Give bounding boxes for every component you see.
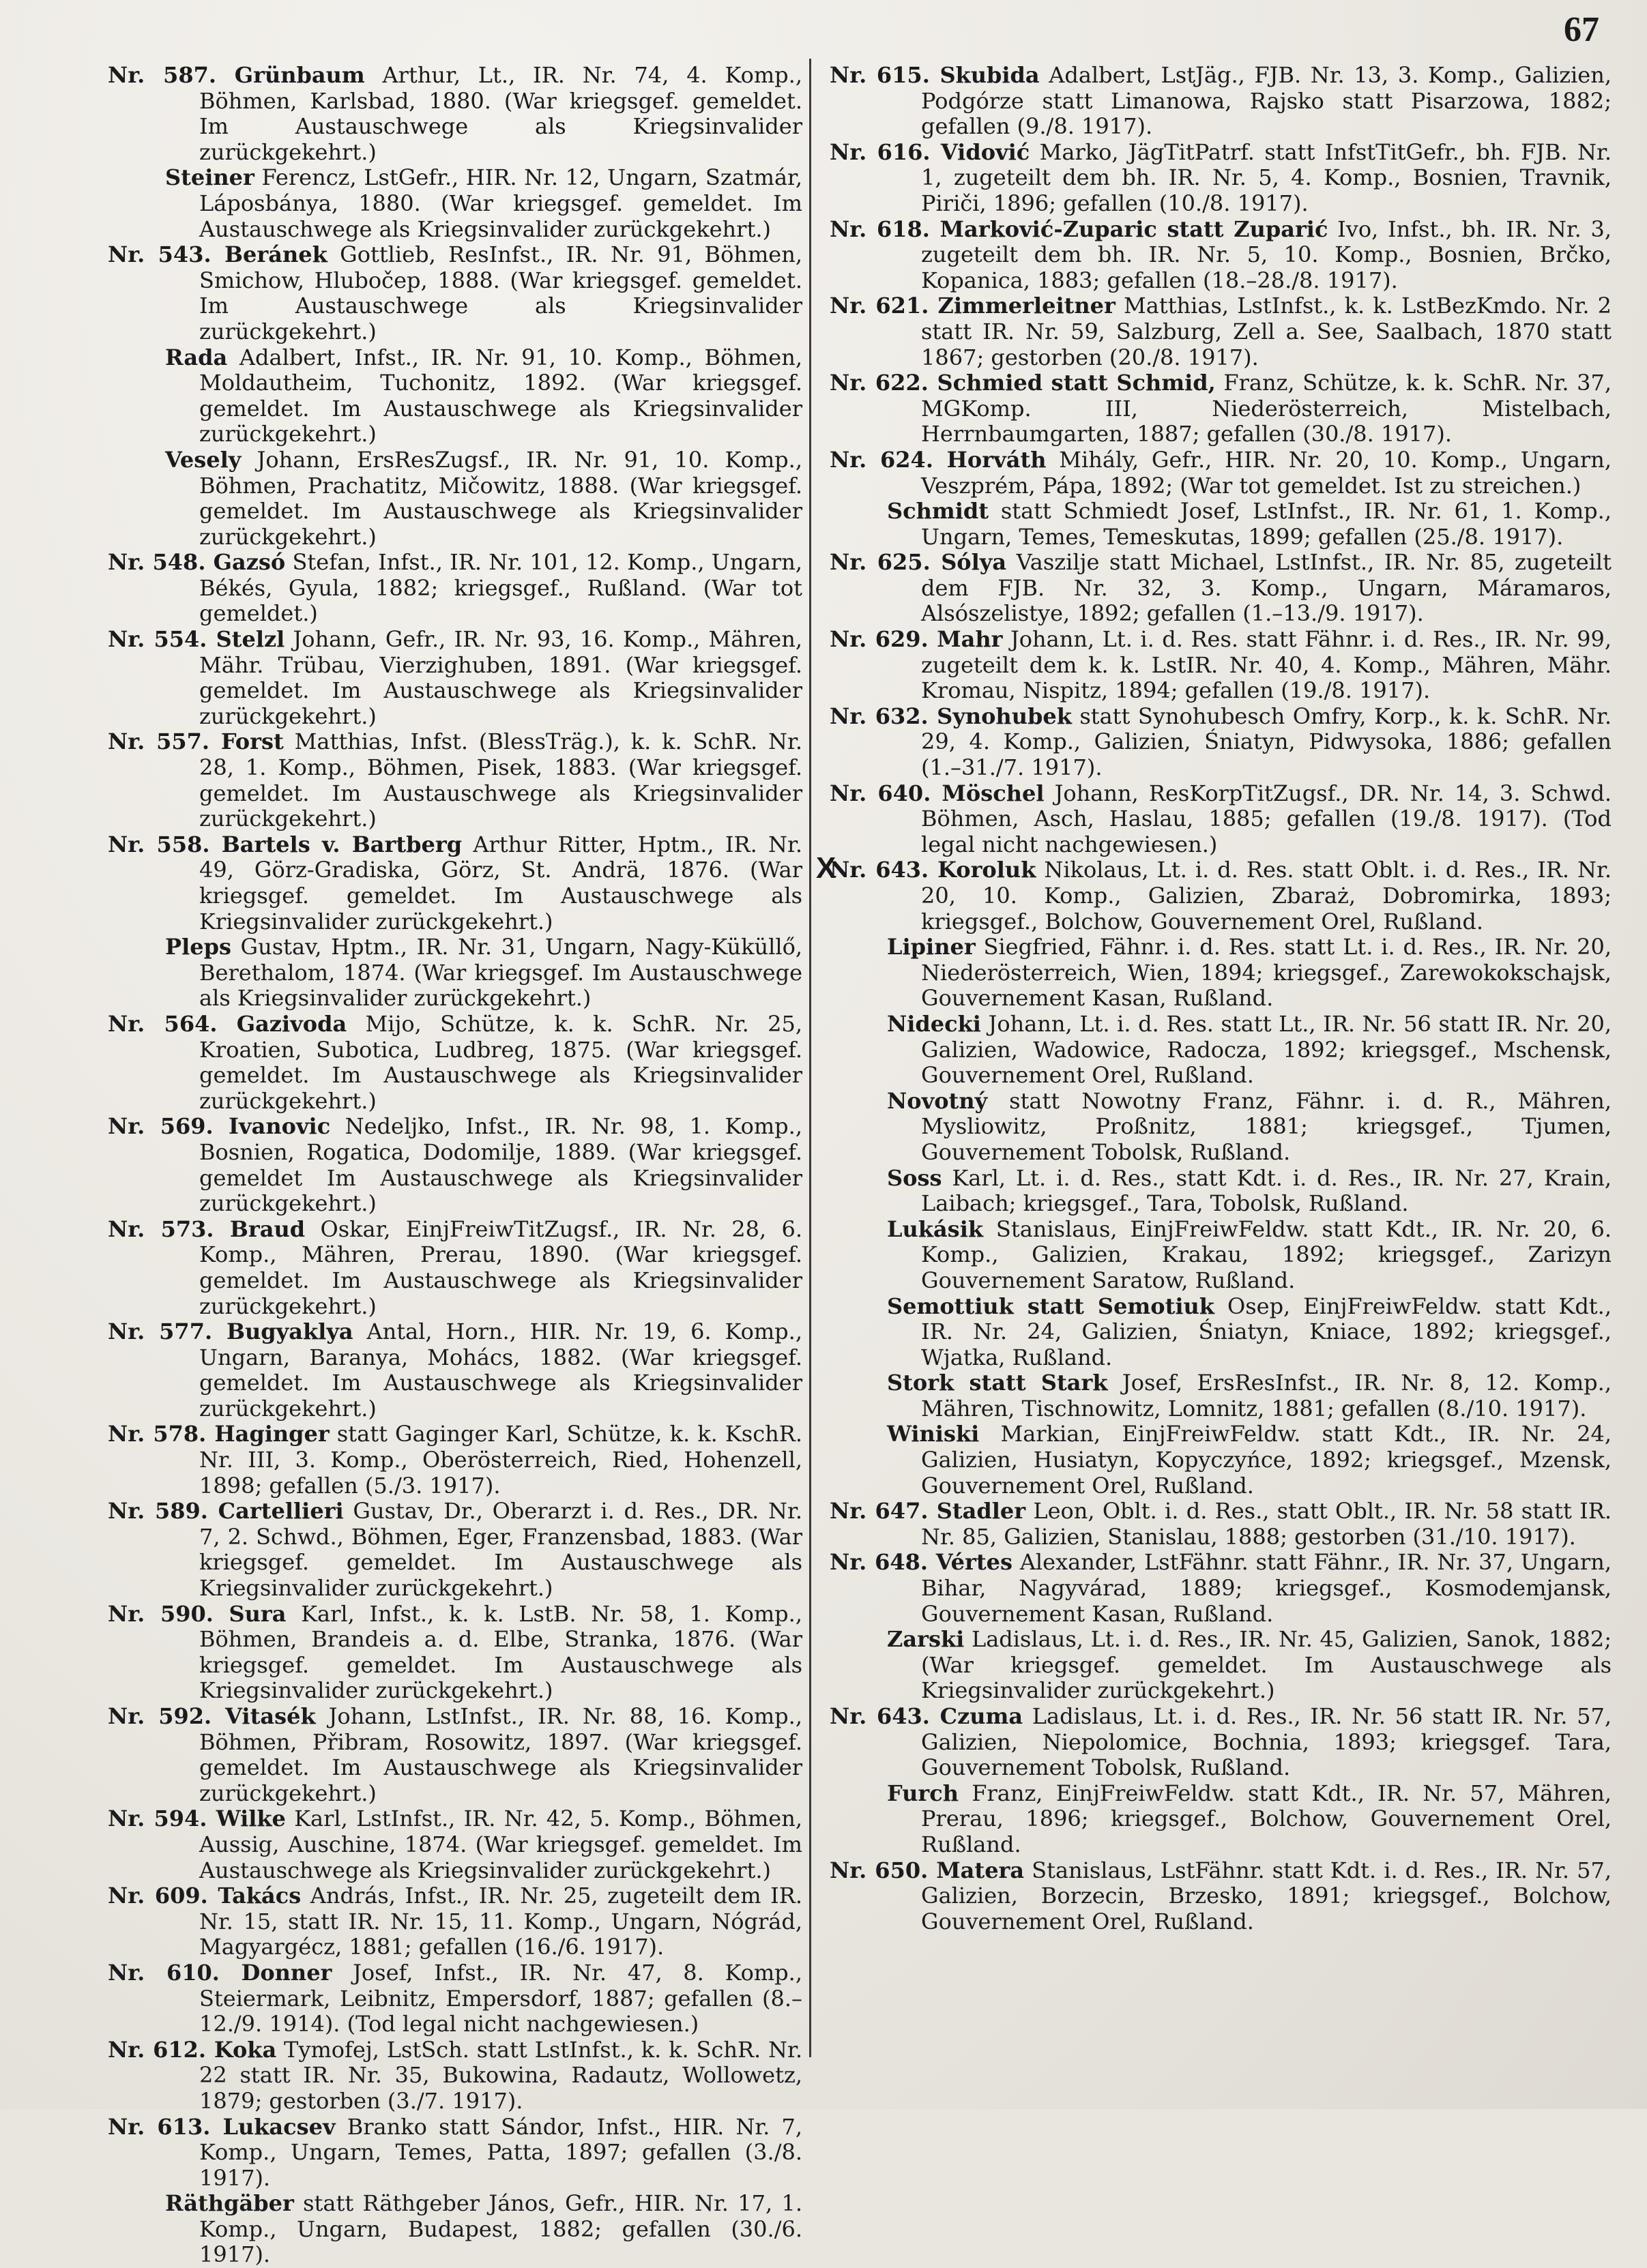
entry-text: Gustav, Dr., Oberarzt i. d. Res., DR. Nr. 7, 2. Schwd., Böhmen, Eger, Franzensbad, 1883. (War kriegsgef. gemeldet. Im Austauschwege als Kriegsinvalider zurückgekehrt.): [199, 1498, 803, 1602]
entry-number: Nr. 554.: [108, 626, 216, 653]
entry-name: Gazivoda: [236, 1010, 347, 1037]
entry-number: Nr. 573.: [108, 1216, 230, 1242]
entry-number: Nr. 624.: [830, 446, 947, 473]
entry-name: Ivanovic: [229, 1113, 331, 1140]
casualty-entry: [830, 447, 1612, 499]
entry-name: Winiski: [887, 1421, 980, 1447]
entry-number: Nr. 587.: [108, 62, 235, 88]
entry-number: Nr. 592.: [108, 1703, 226, 1729]
entry-number: Nr. 578.: [108, 1421, 215, 1447]
casualty-entry: [830, 1294, 1612, 1371]
casualty-entry: [108, 1704, 802, 1806]
casualty-entry: [108, 627, 802, 729]
entry-text: András, Infst., IR. Nr. 25, zugeteilt dem IR. Nr. 15, statt IR. Nr. 15, 11. Komp., Ungarn, Nógrád, Magyargécz, 1881; gefallen (16./6. 1917).: [199, 1883, 803, 1960]
casualty-entry: [108, 1217, 802, 1319]
casualty-entry: [830, 1089, 1612, 1166]
entry-text: Tymofej, LstSch. statt LstInfst., k. k. SchR. Nr. 22 statt IR. Nr. 35, Bukowina, Radautz, Wollowetz, 1879; gestorben (3./7. 1917).: [199, 2036, 803, 2114]
entry-number: Nr. 648.: [830, 1549, 936, 1576]
entry-name: Mahr: [937, 626, 1003, 653]
entry-name: Stork statt Stark: [887, 1370, 1108, 1396]
entry-text: Stanislaus, EinjFreiwFeldw. statt Kdt., IR. Nr. 20, 6. Komp., Galizien, Krakau, 1892; kriegsgef., Zarizyn Gouvernement Saratow, Rußland.: [921, 1216, 1612, 1293]
entry-name: Braud: [229, 1216, 306, 1242]
entry-number: Nr. 615.: [830, 62, 940, 88]
casualty-entry: [108, 934, 802, 1012]
entry-number: Nr. 616.: [830, 138, 941, 165]
casualty-entry: [830, 499, 1612, 550]
entry-name: Vitasék: [225, 1703, 316, 1729]
casualty-entry: [830, 1627, 1612, 1704]
entry-name: Haginger: [214, 1421, 330, 1447]
entry-text: Gustav, Hptm., IR. Nr. 31, Ungarn, Nagy-Küküllő, Berethalom, 1874. (War kriegsgef. Im Austauschwege als Kriegsinvalider zurückgekehrt.): [199, 934, 802, 1012]
entry-text: Siegfried, Fähnr. i. d. Res. statt Lt. i. d. Res., IR. Nr. 20, Niederösterreich, Wien, 1894; kriegsgef., Zarewokokschajsk, Gouvernement Kasan, Rußland.: [921, 934, 1612, 1012]
casualty-entry: [108, 2037, 802, 2115]
casualty-entry: [830, 1217, 1612, 1294]
casualty-entry: [830, 1499, 1612, 1550]
entry-text: Adalbert, Infst., IR. Nr. 91, 10. Komp., Böhmen, Moldautheim, Tuchonitz, 1892. (War kriegsgef. gemeldet. Im Austauschwege als Kriegsinvalider zurückgekehrt.): [199, 344, 802, 447]
entry-text: statt Schmiedt Josef, LstInfst., IR. Nr. 61, 1. Komp., Ungarn, Temes, Temeskutas, 1899; gefallen (25./8. 1917).: [921, 498, 1612, 550]
entry-name: Donner: [241, 1959, 332, 1986]
entry-text: Ferencz, LstGefr., HIR. Nr. 12, Ungarn, Szatmár, Láposbánya, 1880. (War kriegsgef. gemeldet. Im Austauschwege als Kriegsinvalider zurückgekehrt.): [199, 164, 802, 242]
entry-name: Vértes: [935, 1549, 1013, 1576]
entry-number: Nr. 612.: [108, 2036, 214, 2063]
casualty-entry: [830, 550, 1612, 627]
entry-text: Adalbert, LstJäg., FJB. Nr. 13, 3. Komp., Galizien, Podgórze statt Limanowa, Rajsko statt Pisarzowa, 1882; gefallen (9./8. 1917).: [921, 62, 1612, 140]
entry-name: Stadler: [936, 1498, 1026, 1525]
casualty-entry: [108, 1499, 802, 1601]
casualty-entry: [108, 1012, 802, 1114]
casualty-entry: [108, 345, 802, 447]
casualty-entry: [830, 217, 1612, 294]
casualty-entry: [830, 1704, 1612, 1781]
entry-text: Gottlieb, ResInfst., IR. Nr. 91, Böhmen, Smichow, Hlubočep, 1888. (War kriegsgef. gemeldet. Im Austauschwege als Kriegsinvalider zurückgekehrt.): [199, 241, 803, 344]
entry-number: Nr. 647.: [830, 1498, 937, 1525]
entry-number: Nr. 621.: [830, 293, 938, 319]
entry-name: Schmied statt Schmid,: [937, 370, 1216, 396]
entry-text: Franz, Schütze, k. k. SchR. Nr. 37, MGKomp. III, Niederösterreich, Mistelbach, Herrnbaumgarten, 1887; gefallen (30./8. 1917).: [921, 370, 1612, 447]
casualty-entry: [108, 1319, 802, 1422]
entry-name: Vidović: [940, 138, 1030, 165]
casualty-entry: [830, 140, 1612, 217]
entry-text: Leon, Oblt. i. d. Res., statt Oblt., IR. Nr. 58 statt IR. Nr. 85, Galizien, Stanislau, 1888; gestorben (31./10. 1917).: [921, 1498, 1612, 1550]
entry-name: Gazsó: [213, 549, 286, 576]
entry-name: Lipiner: [887, 934, 976, 960]
entry-name: Synohubek: [937, 703, 1072, 729]
margin-mark: X: [816, 851, 836, 885]
entry-text: Arthur, Lt., IR. Nr. 74, 4. Komp., Böhmen, Karlsbad, 1880. (War kriegsgef. gemeldet. Im Austauschwege als Kriegsinvalider zurückgekehrt.): [199, 62, 803, 165]
entry-number: Nr. 543.: [108, 241, 224, 268]
entry-number: Nr. 625.: [830, 549, 942, 576]
casualty-entry: [830, 1550, 1612, 1627]
entry-text: Nedeljko, Infst., IR. Nr. 98, 1. Komp., Bosnien, Rogatica, Dodomilje, 1889. (War kriegsgef. gemeldet Im Austauschwege als Kriegsinvalider zurückgekehrt.): [199, 1113, 803, 1217]
entry-text: Franz, EinjFreiwFeldw. statt Kdt., IR. Nr. 57, Mähren, Prerau, 1896; kriegsgef., Bolchow, Gouvernement Orel, Rußland.: [921, 1780, 1612, 1857]
casualty-entry: [830, 934, 1612, 1012]
casualty-entry: [830, 370, 1612, 447]
entry-number: Nr. 643.: [830, 857, 938, 883]
entry-name: Takács: [218, 1883, 302, 1909]
entry-number: Nr. 618.: [830, 216, 940, 242]
entry-name: Grünbaum: [234, 62, 365, 88]
entry-name: Bartels v. Bartberg: [221, 831, 463, 857]
entry-name: Soss: [887, 1164, 942, 1191]
casualty-entry: [108, 165, 802, 242]
casualty-entry: [108, 1960, 802, 2037]
entry-text: Branko statt Sándor, Infst., HIR. Nr. 7, Komp., Ungarn, Temes, Patta, 1897; gefallen (3./8. 1917).: [199, 2113, 802, 2191]
casualty-entry: [830, 704, 1612, 781]
entry-text: Mihály, Gefr., HIR. Nr. 20, 10. Komp., Ungarn, Veszprém, Pápa, 1892; (War tot gemeldet. Ist zu streichen.): [921, 446, 1612, 499]
entry-name: Vesely: [165, 446, 242, 473]
entry-name: Koka: [214, 2036, 277, 2063]
entry-name: Zimmerleitner: [937, 293, 1116, 319]
casualty-entry: [830, 293, 1612, 370]
right-column: [830, 63, 1612, 1934]
entry-name: Marković-Zuparic statt Zuparić: [939, 216, 1328, 242]
entry-text: Ladislaus, Lt. i. d. Res., IR. Nr. 45, Galizien, Sanok, 1882; (War kriegsgef. gemeldet. Im Austauschwege als Kriegsinvalider zurückgekehrt.): [921, 1626, 1612, 1704]
casualty-entry: [830, 781, 1612, 858]
entry-text: statt Nowotny Franz, Fähnr. i. d. R., Mähren, Mysliowitz, Proßnitz, 1881; kriegsgef., Tjumen, Gouvernement Tobolsk, Rußland.: [921, 1087, 1612, 1165]
casualty-entry: [108, 1114, 802, 1216]
entry-name: Sólya: [941, 549, 1007, 576]
entry-name: Sura: [229, 1600, 287, 1627]
casualty-entry: [108, 447, 802, 550]
entry-text: Karl, Lt. i. d. Res., statt Kdt. i. d. Res., IR. Nr. 27, Krain, Laibach; kriegsgef., Tara, Tobolsk, Rußland.: [921, 1164, 1612, 1217]
entry-number: Nr. 569.: [108, 1113, 229, 1140]
entry-name: Beránek: [224, 241, 327, 268]
entry-name: Rada: [165, 344, 228, 370]
entry-number: Nr. 610.: [108, 1959, 242, 1986]
entry-number: Nr. 548.: [108, 549, 214, 576]
entry-text: Stanislaus, LstFähnr. statt Kdt. i. d. Res., IR. Nr. 57, Galizien, Borzecin, Brzesko, 1891; kriegsgef., Bolchow, Gouvernement Orel, Rußland.: [921, 1857, 1612, 1934]
column-divider: [809, 59, 811, 2057]
entry-text: Ivo, Infst., bh. IR. Nr. 3, zugeteilt dem bh. IR. Nr. 5, 10. Komp., Bosnien, Brčko, Kopanica, 1883; gefallen (18.–28./8. 1917).: [921, 216, 1612, 293]
casualty-entry: [830, 1781, 1612, 1858]
entry-number: Nr. 577.: [108, 1319, 227, 1345]
casualty-entry: [108, 832, 802, 934]
entry-text: Johann, Gefr., IR. Nr. 93, 16. Komp., Mähren, Mähr. Trübau, Vierzighuben, 1891. (War kriegsgef. gemeldet. Im Austauschwege als Kriegsinvalider zurückgekehrt.): [199, 626, 803, 729]
entry-text: Nikolaus, Lt. i. d. Res. statt Oblt. i. d. Res., IR. Nr. 20, 10. Komp., Galizien, Zbaraż, Dobromirka, 1893; kriegsgef., Bolchow, Gouvernement Orel, Rußland.: [921, 857, 1612, 934]
entry-text: statt Gaginger Karl, Schütze, k. k. KschR. Nr. III, 3. Komp., Oberösterreich, Ried, Hohenzell, 1898; gefallen (5./3. 1917).: [199, 1421, 803, 1499]
entry-text: Josef, ErsResInfst., IR. Nr. 8, 12. Komp., Mähren, Tischnowitz, Lomnitz, 1881; gefallen (8./10. 1917).: [921, 1370, 1612, 1422]
casualty-entry: [108, 1422, 802, 1499]
casualty-entry: [830, 1166, 1612, 1217]
entry-number: Nr. 650.: [830, 1857, 937, 1883]
casualty-entry: [830, 63, 1612, 140]
entry-number: Nr. 564.: [108, 1010, 237, 1037]
entry-name: Koroluk: [937, 857, 1036, 883]
casualty-entry: [830, 1422, 1612, 1499]
casualty-entry: [108, 550, 802, 627]
entry-text: statt Räthgeber János, Gefr., HIR. Nr. 17, 1. Komp., Ungarn, Budapest, 1882; gefallen (30./6. 1917).: [199, 2190, 802, 2268]
entry-text: Markian, EinjFreiwFeldw. statt Kdt., IR. Nr. 24, Galizien, Husiatyn, Kopyczyńce, 1892; kriegsgef., Mzensk, Gouvernement Orel, Rußland.: [921, 1421, 1612, 1499]
entry-name: Lukacsev: [222, 2113, 336, 2140]
entry-number: Nr. 589.: [108, 1498, 218, 1525]
casualty-entry: [830, 627, 1612, 704]
entry-text: Johann, ResKorpTitZugsf., DR. Nr. 14, 3. Schwd. Böhmen, Asch, Haslau, 1885; gefallen (19./8. 1917). (Tod legal nicht nachgewiesen.): [921, 780, 1612, 857]
entry-name: Möschel: [942, 780, 1045, 806]
entry-name: Lukásik: [887, 1216, 984, 1242]
entry-name: Stelzl: [216, 626, 285, 653]
entry-number: Nr. 557.: [108, 728, 221, 755]
casualty-entry: [830, 1012, 1612, 1089]
entry-number: Nr. 629.: [830, 626, 937, 653]
entry-name: Novotný: [887, 1087, 988, 1114]
entry-text: Mijo, Schütze, k. k. SchR. Nr. 25, Kroatien, Subotica, Ludbreg, 1875. (War kriegsgef. gemeldet. Im Austauschwege als Kriegsinvalider zurückgekehrt.): [199, 1010, 803, 1114]
entry-name: Semottiuk statt Semotiuk: [887, 1293, 1214, 1319]
casualty-entry: [108, 63, 802, 165]
entry-number: Nr. 632.: [830, 703, 937, 729]
casualty-entry: [108, 1883, 802, 1960]
entry-number: Nr. 594.: [108, 1806, 216, 1832]
entry-number: Nr. 643.: [830, 1703, 940, 1729]
entry-text: Marko, JägTitPatrf. statt InfstTitGefr., bh. FJB. Nr. 1, zugeteilt dem bh. IR. Nr. 5, 4. Komp., Bosnien, Travnik, Piriči, 1896; gefallen (10./8. 1917).: [921, 138, 1612, 216]
casualty-entry: [108, 2115, 802, 2192]
entry-name: Horváth: [946, 446, 1047, 473]
casualty-entry: [108, 1806, 802, 1883]
entry-text: Arthur Ritter, Hptm., IR. Nr. 49, Görz-Gradiska, Görz, St. Andrä, 1876. (War kriegsgef. gemeldet. Im Austauschwege als Kriegsinvalider zurückgekehrt.): [199, 831, 803, 934]
entry-number: Nr. 609.: [108, 1883, 218, 1909]
entry-name: Schmidt: [887, 498, 989, 525]
entry-text: Alexander, LstFähnr. statt Fähnr., IR. Nr. 37, Ungarn, Bihar, Nagyvárad, 1889; kriegsgef., Kosmodemjansk, Gouvernement Kasan, Rußland.: [921, 1549, 1612, 1627]
entry-name: Cartellieri: [218, 1498, 344, 1525]
entry-name: Nidecki: [887, 1010, 981, 1037]
casualty-entry: [108, 1602, 802, 1704]
entry-name: Furch: [887, 1780, 959, 1806]
entry-text: Josef, Infst., IR. Nr. 47, 8. Komp., Steiermark, Leibnitz, Empersdorf, 1887; gefallen (8.–12./9. 1914). (Tod legal nicht nachgewiesen.): [199, 1959, 803, 2037]
entry-number: Nr. 640.: [830, 780, 942, 806]
entry-text: Matthias, Infst. (BlessTräg.), k. k. SchR. Nr. 28, 1. Komp., Böhmen, Pisek, 1883. (War kriegsgef. gemeldet. Im Austauschwege als Kriegsinvalider zurückgekehrt.): [199, 728, 803, 832]
casualty-entry: [108, 242, 802, 344]
entry-text: statt Synohubesch Omfry, Korp., k. k. SchR. Nr. 29, 4. Komp., Galizien, Śniatyn, Pidwysoka, 1886; gefallen (1.–31./7. 1917).: [921, 703, 1612, 781]
entry-name: Steiner: [165, 164, 254, 191]
entry-number: Nr. 613.: [108, 2113, 223, 2140]
casualty-entry: [108, 2191, 802, 2268]
entry-name: Zarski: [887, 1626, 965, 1653]
entry-text: Ladislaus, Lt. i. d. Res., IR. Nr. 56 statt IR. Nr. 57, Galizien, Niepolomice, Bochnia, 1893; kriegsgef. Tara, Gouvernement Tobolsk, Rußland.: [921, 1703, 1612, 1781]
casualty-entry: [830, 1370, 1612, 1422]
entry-name: Skubida: [939, 62, 1040, 88]
entry-name: Wilke: [216, 1806, 286, 1832]
entry-name: Matera: [936, 1857, 1025, 1883]
left-column: [108, 63, 802, 2268]
entry-text: Johann, LstInfst., IR. Nr. 88, 16. Komp., Böhmen, Přibram, Rosowitz, 1897. (War kriegsgef. gemeldet. Im Austauschwege als Kriegsinvalider zurückgekehrt.): [199, 1703, 803, 1806]
entry-text: Matthias, LstInfst., k. k. LstBezKmdo. Nr. 2 statt IR. Nr. 59, Salzburg, Zell a. See, Saalbach, 1870 statt 1867; gestorben (20./8. 1917).: [921, 293, 1612, 370]
entry-text: Karl, Infst., k. k. LstB. Nr. 58, 1. Komp., Böhmen, Brandeis a. d. Elbe, Stranka, 1876. (War kriegsgef. gemeldet. Im Austauschwege als Kriegsinvalider zurückgekehrt.): [199, 1600, 803, 1704]
page-number: 67: [1564, 10, 1599, 49]
entry-name: Pleps: [165, 934, 231, 960]
casualty-entry: [830, 857, 1612, 934]
entry-text: Johann, ErsResZugsf., IR. Nr. 91, 10. Komp., Böhmen, Prachatitz, Mičowitz, 1888. (War kriegsgef. gemeldet. Im Austauschwege als Kriegsinvalider zurückgekehrt.): [199, 446, 802, 550]
entry-number: Nr. 558.: [108, 831, 222, 857]
casualty-entry: [830, 1858, 1612, 1935]
entry-text: Karl, LstInfst., IR. Nr. 42, 5. Komp., Böhmen, Aussig, Auschine, 1874. (War kriegsgef. gemeldet. Im Austauschwege als Kriegsinvalider zurückgekehrt.): [199, 1806, 803, 1883]
entry-text: Johann, Lt. i. d. Res. statt Lt., IR. Nr. 56 statt IR. Nr. 20, Galizien, Wadowice, Radocza, 1892; kriegsgef., Mschensk, Gouvernement Orel, Rußland.: [921, 1010, 1612, 1089]
entry-text: Osep, EinjFreiwFeldw. statt Kdt., IR. Nr. 24, Galizien, Śniatyn, Kniace, 1892; kriegsgef., Wjatka, Rußland.: [921, 1293, 1612, 1370]
entry-text: Oskar, EinjFreiwTitZugsf., IR. Nr. 28, 6. Komp., Mähren, Prerau, 1890. (War kriegsgef. gemeldet. Im Austauschwege als Kriegsinvalider zurückgekehrt.): [199, 1216, 802, 1319]
casualty-entry: [108, 729, 802, 831]
entry-name: Forst: [220, 728, 284, 755]
entry-name: Räthgäber: [165, 2190, 294, 2217]
entry-number: Nr. 590.: [108, 1600, 229, 1627]
entry-number: Nr. 622.: [830, 370, 937, 396]
entry-name: Bugyaklya: [226, 1319, 353, 1345]
entry-text: Vaszilje statt Michael, LstInfst., IR. Nr. 85, zugeteilt dem FJB. Nr. 32, 3. Komp., Ungarn, Máramaros, Alsószelistye, 1892; gefallen (1.–13./9. 1917).: [921, 549, 1612, 627]
entry-text: Johann, Lt. i. d. Res. statt Fähnr. i. d. Res., IR. Nr. 99, zugeteilt dem k. k. LstIR. Nr. 40, 4. Komp., Mähren, Mähr. Kromau, Nispitz, 1894; gefallen (19./8. 1917).: [921, 626, 1612, 704]
entry-text: Stefan, Infst., IR. Nr. 101, 12. Komp., Ungarn, Békés, Gyula, 1882; kriegsgef., Rußland. (War tot gemeldet.): [199, 549, 803, 627]
entry-text: Antal, Horn., HIR. Nr. 19, 6. Komp., Ungarn, Baranya, Mohács, 1882. (War kriegsgef. gemeldet. Im Austauschwege als Kriegsinvalider zurückgekehrt.): [199, 1319, 803, 1422]
entry-name: Czuma: [939, 1703, 1023, 1729]
